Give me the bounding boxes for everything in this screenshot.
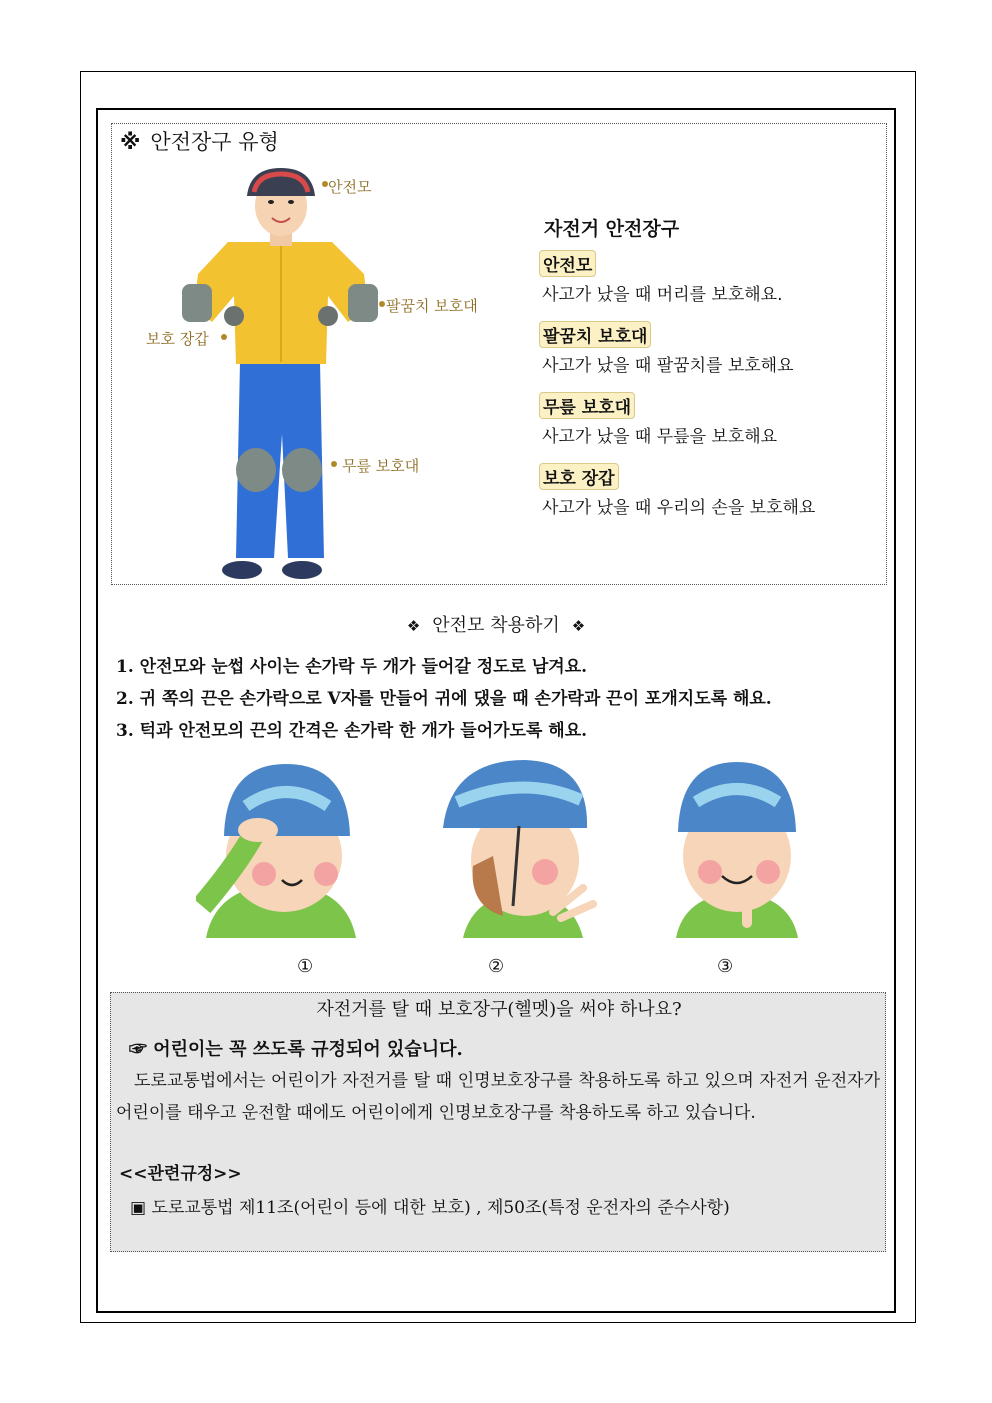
helmet-wearing-title [0, 611, 992, 637]
gear-label-gloves: 보호 장갑 [539, 463, 619, 490]
figure-number-2: ② [488, 956, 505, 977]
kid-illustration-2 [433, 756, 603, 942]
gear-label-helmet: 안전모 [539, 250, 596, 277]
safety-gear-section [111, 123, 887, 585]
callout-helmet: 안전모 [328, 178, 372, 196]
girl-illustration [142, 166, 522, 584]
qa-section [110, 992, 886, 1252]
gear-text-gloves: 사고가 났을 때 우리의 손을 보호해요 [542, 498, 816, 518]
callout-knee-pad: 무릎 보호대 [342, 457, 420, 475]
figure-number-1: ① [297, 956, 314, 977]
callout-elbow-pad: 팔꿈치 보호대 [386, 297, 478, 315]
related-rule-item: ▣ 도로교통법 제11조(어린이 등에 대한 보호) , 제50조(특정 운전자의 준수사항) [130, 1198, 730, 1218]
qa-answer: ☞ 어린이는 꼭 쓰도록 규정되어 있습니다. [129, 1039, 463, 1060]
gear-text-knee: 사고가 났을 때 무릎을 보호해요 [542, 427, 778, 447]
gear-heading [120, 126, 279, 156]
reference-mark: ※ [120, 130, 141, 154]
figure-number-3: ③ [717, 956, 734, 977]
gear-label-elbow: 팔꿈치 보호대 [539, 321, 651, 348]
gear-heading-text: 안전장구 유형 [150, 130, 279, 154]
kid-illustration-1 [196, 756, 366, 942]
gear-text-helmet: 사고가 났을 때 머리를 보호해요. [542, 285, 783, 305]
gear-label-knee: 무릎 보호대 [539, 392, 635, 419]
qa-body-text: 도로교통법에서는 어린이가 자전거를 탈 때 인명보호장구를 착용하도록 하고 있으며 자전거 운전자가 어린이를 태우고 운전할 때에도 어린이에게 인명보호장구를 착용하도록 하고 있습니다. [116, 1071, 880, 1123]
related-rules-title: <<관련규정>> [119, 1164, 242, 1184]
callout-gloves: 보호 장갑 [146, 330, 209, 348]
helmet-wearing-title-text: 안전모 착용하기 [432, 615, 560, 636]
step-3: 3. 턱과 안전모의 끈의 간격은 손가락 한 개가 들어가도록 해요. [116, 721, 588, 741]
step-1: 1. 안전모와 눈썹 사이는 손가락 두 개가 들어갈 정도로 남겨요. [116, 657, 588, 677]
girl-with-safety-gear-photo [142, 166, 522, 584]
step-2: 2. 귀 쪽의 끈은 손가락으로 V자를 만들어 귀에 댔을 때 손가락과 끈이 포개지도록 해요. [116, 689, 772, 709]
diamond-bullet-left: ❖ [406, 617, 421, 635]
kid-illustration-3 [672, 756, 802, 942]
qa-question: 자전거를 탈 때 보호장구(헬멧)을 써야 하나요? [316, 999, 682, 1020]
diamond-bullet-right: ❖ [571, 617, 586, 635]
gear-text-elbow: 사고가 났을 때 팔꿈치를 보호해요 [542, 356, 794, 376]
gear-list-title: 자전거 안전장구 [544, 218, 680, 240]
